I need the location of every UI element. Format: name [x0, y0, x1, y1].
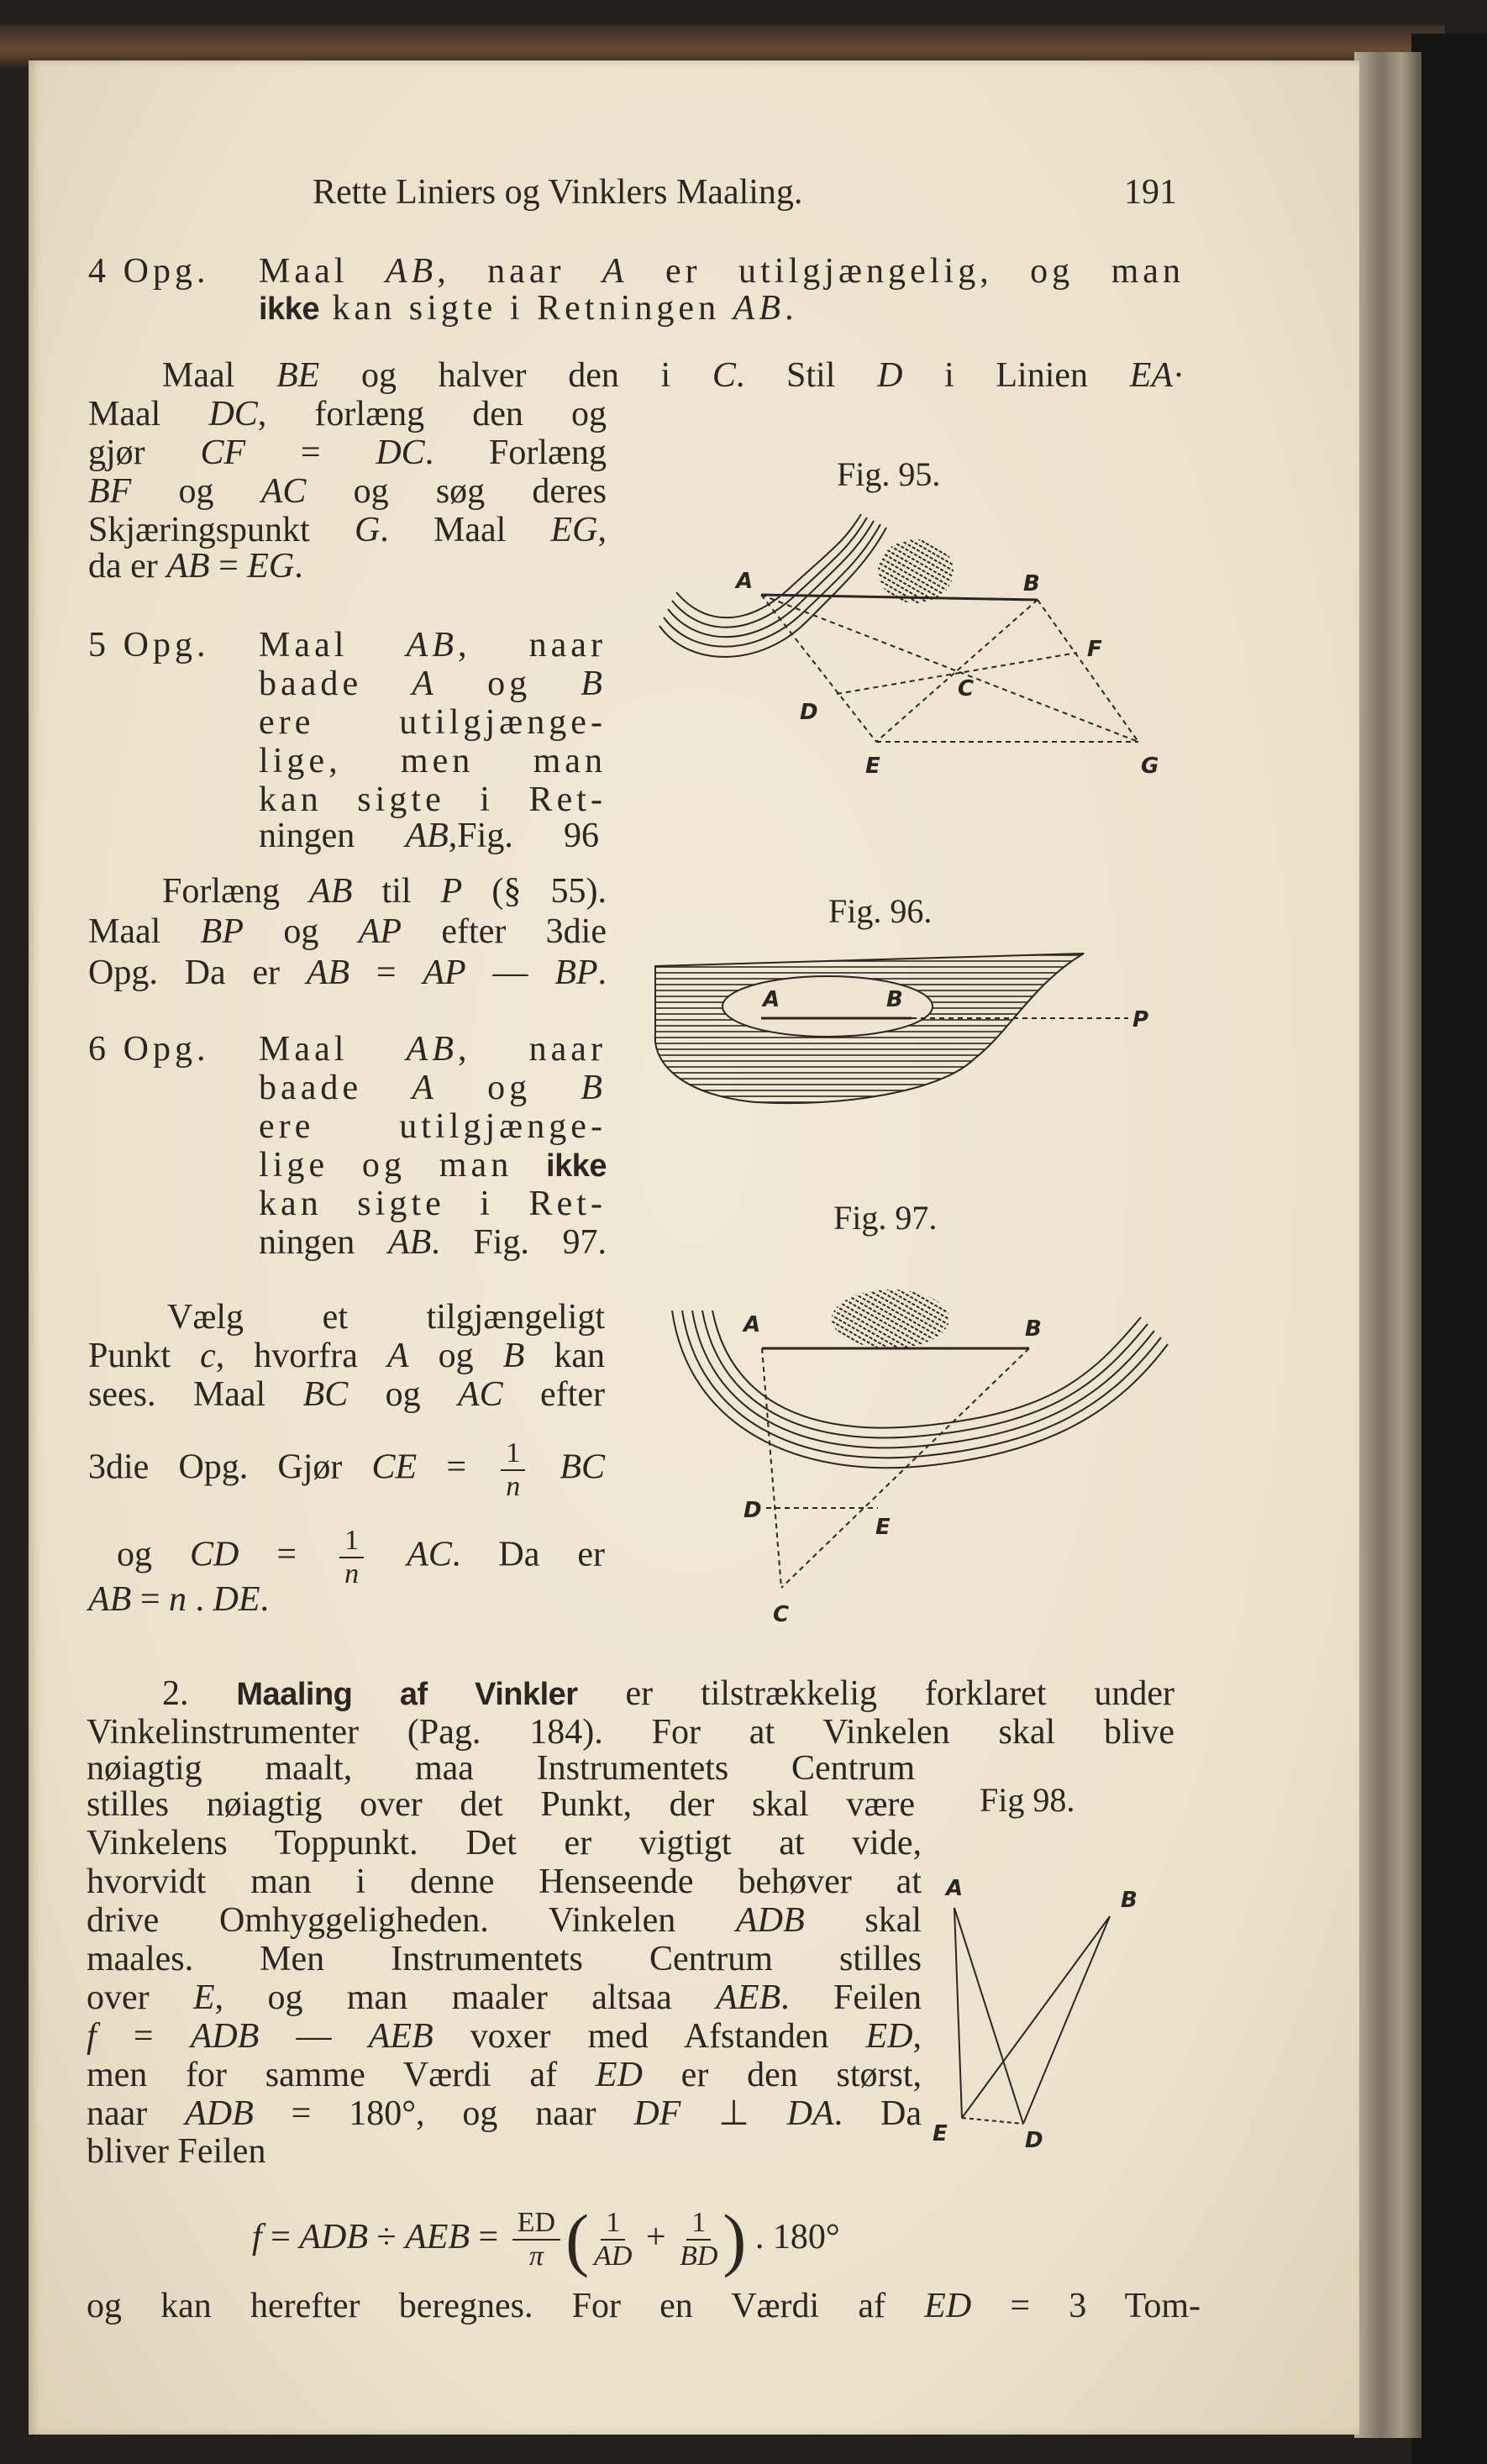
text-run: Vælg et tilgjængeligt: [167, 1298, 605, 1337]
text-run: da er: [88, 547, 167, 586]
text-run: ·: [1173, 356, 1185, 395]
numerator: 1: [339, 1525, 364, 1558]
text-run: men for samme Værdi af: [87, 2056, 596, 2094]
text-run: hvorvidt man i denne Henseende behøver at: [87, 1862, 922, 1901]
text-run: . 180°: [746, 2218, 840, 2256]
math-variable: BF: [88, 472, 132, 511]
math-variable: EG: [550, 511, 598, 549]
point-label: B: [886, 987, 903, 1012]
parenthesis: (: [565, 2200, 590, 2279]
figure-95-diagram: [659, 514, 1138, 742]
text-run: +: [637, 2218, 675, 2256]
text-run: og: [117, 1535, 191, 1574]
text-run: ningen: [259, 817, 406, 855]
denominator: n: [506, 1471, 521, 1502]
math-variable: AC: [458, 1375, 503, 1414]
math-variable: CE: [371, 1447, 418, 1487]
text-run: .: [260, 1580, 269, 1619]
math-variable: AB: [387, 1223, 432, 1262]
text-run: og: [131, 472, 261, 511]
math-variable: AEB: [405, 2218, 470, 2256]
text-run: Vinkelens Toppunkt. Det er vigtigt at vide,: [87, 1824, 922, 1862]
text-run: ,: [597, 511, 607, 549]
text-run: er tilstrækkelig forklaret under: [577, 1674, 1175, 1713]
text-run: =: [245, 433, 376, 472]
text-run: . Da er: [451, 1535, 606, 1574]
river-drawing: [659, 514, 886, 657]
text-run: naar: [87, 2094, 186, 2133]
text-run: , og man maaler altsaa: [214, 1978, 717, 2017]
text-run: Maal: [88, 912, 201, 951]
text-run: Skjæringspunkt: [88, 511, 355, 549]
math-variable: A: [412, 1069, 438, 1107]
math-variable: D: [877, 356, 903, 395]
math-variable: AB: [166, 547, 210, 586]
text-run: —: [465, 954, 555, 992]
text-run: til: [352, 872, 441, 911]
point-label: D: [800, 700, 818, 725]
math-variable: DC: [208, 395, 258, 433]
text-run: . Stil: [735, 356, 878, 395]
text-run: Maal: [162, 356, 276, 395]
math-variable: ED: [865, 2017, 913, 2056]
math-variable: DC: [376, 433, 425, 472]
math-variable: ED: [595, 2056, 643, 2094]
point-label: B: [1121, 1888, 1138, 1913]
math-variable: AEB: [716, 1978, 781, 2017]
math-variable: ADB: [185, 2094, 254, 2133]
text-run: og kan herefter beregnes. For en Værdi af: [87, 2287, 925, 2325]
numerator: 1: [686, 2207, 711, 2241]
text-run: =: [239, 1535, 335, 1574]
text-run: Maal: [88, 395, 209, 433]
text-run: i Linien: [902, 356, 1130, 395]
text-run: ÷: [368, 2218, 406, 2256]
point-label: D: [744, 1498, 762, 1523]
text-run: = 180°, og naar: [253, 2094, 634, 2133]
math-variable: ADB: [735, 1901, 805, 1940]
math-variable: AEB: [368, 2017, 433, 2056]
text-run: kan: [524, 1337, 605, 1375]
text-run: kan sigte i Ret-: [259, 1185, 607, 1223]
text-run: , hvorfra: [215, 1337, 387, 1375]
math-variable: AB: [306, 954, 350, 992]
text-run: . Fig. 97.: [431, 1223, 607, 1262]
exercise-label: 4 Opg.: [88, 252, 210, 291]
bold-term: ikke: [259, 292, 319, 327]
point-label: B: [1023, 571, 1040, 596]
math-variable: AB: [733, 289, 786, 328]
text-run: Maal: [259, 626, 407, 665]
point-label: E: [865, 754, 880, 779]
text-run: bliver Feilen: [87, 2132, 266, 2171]
point-label: A: [946, 1876, 964, 1901]
text-run: er den størst,: [642, 2056, 922, 2094]
math-variable: A: [386, 1337, 409, 1375]
text-run: .: [187, 1580, 213, 1619]
math-variable: DA: [786, 2094, 834, 2133]
text-run: og: [243, 912, 359, 951]
math-variable: BC: [560, 1447, 605, 1487]
math-variable: AB: [406, 626, 458, 665]
text-run: Vinkelinstrumenter (Pag. 184). For at Vinkelen skal blive: [87, 1713, 1174, 1752]
math-variable: AP: [358, 912, 402, 951]
text-run: Maal: [259, 252, 386, 291]
text-run: gjør: [88, 433, 201, 472]
point-label: G: [1141, 754, 1159, 779]
text-run: ere utilgjænge-: [259, 703, 607, 742]
text-run: baade: [259, 1069, 412, 1107]
exercise-label: 6 Opg.: [88, 1030, 210, 1069]
math-variable: c: [200, 1337, 216, 1375]
text-run: efter: [502, 1375, 605, 1414]
text-run: —: [259, 2017, 369, 2056]
math-variable: ADB: [299, 2218, 369, 2256]
text-run: ,: [912, 2017, 922, 2056]
text-run: Opg. Da er: [88, 954, 307, 992]
text-run: .: [597, 954, 607, 992]
math-variable: CF: [200, 433, 246, 472]
math-variable: EA: [1129, 356, 1174, 395]
text-run: , naar: [457, 626, 607, 665]
math-variable: AC: [260, 472, 307, 511]
figure-caption: Fig 98.: [980, 1781, 1075, 1819]
text-run: ere utilgjænge-: [259, 1107, 607, 1146]
text-run: =: [261, 2218, 300, 2256]
text-run: og: [348, 1375, 458, 1414]
math-variable: BC: [302, 1375, 349, 1414]
math-variable: BE: [276, 356, 320, 395]
math-variable: AB: [406, 1030, 458, 1069]
text-run: .: [785, 289, 798, 328]
numerator: 1: [501, 1437, 525, 1471]
numerator: ED: [512, 2207, 560, 2241]
bold-term: Maaling af Vinkler: [236, 1677, 578, 1712]
text-run: , forlæng den og: [257, 395, 607, 433]
text-run: =: [349, 954, 423, 992]
math-variable: ED: [924, 2287, 972, 2325]
point-label: D: [1025, 2128, 1043, 2153]
text-run: nøiagtig maalt, maa Instrumentets Centrum: [87, 1749, 915, 1788]
text-run: =: [470, 2218, 507, 2256]
math-variable: P: [440, 872, 463, 911]
text-run: , naar: [457, 1030, 607, 1069]
point-label: C: [773, 1602, 790, 1627]
point-label: P: [1132, 1007, 1149, 1032]
text-run: baade: [259, 665, 412, 703]
math-variable: AC: [407, 1535, 452, 1574]
point-label: F: [1087, 637, 1102, 662]
text-run: 2.: [162, 1674, 237, 1713]
text-run: og: [437, 1069, 581, 1107]
math-variable: AB: [88, 1580, 132, 1619]
text-run: = 3 Tom-: [971, 2287, 1201, 2325]
text-run: lige og man: [259, 1146, 547, 1185]
text-run: . Forlæng: [424, 433, 607, 472]
text-run: Punkt: [88, 1337, 201, 1375]
figure-caption: Fig. 97.: [833, 1199, 938, 1237]
denominator: AD: [594, 2241, 633, 2272]
text-run: =: [417, 1447, 497, 1487]
math-variable: B: [581, 1069, 607, 1107]
math-variable: DE: [213, 1580, 260, 1619]
text-run: og søg deres: [306, 472, 607, 511]
text-run: ,Fig. 96: [448, 817, 599, 855]
text-run: og halver den i: [319, 356, 712, 395]
math-variable: AB: [309, 872, 353, 911]
text-run: og: [437, 665, 581, 703]
text-run: , naar: [437, 252, 602, 291]
denominator: n: [344, 1558, 360, 1589]
figure-98-diagram: [954, 1908, 1110, 2124]
text-run: er utilgjængelig, og man: [628, 252, 1185, 291]
math-variable: AB: [385, 252, 438, 291]
math-variable: B: [502, 1337, 525, 1375]
parenthesis: ): [722, 2200, 747, 2279]
math-variable: ADB: [190, 2017, 260, 2056]
point-label: B: [1025, 1316, 1042, 1342]
text-run: . Feilen: [780, 1978, 922, 2017]
math-variable: DF: [633, 2094, 681, 2133]
text-run: .: [294, 547, 303, 586]
text-run: kan sigte i Ret-: [259, 780, 607, 819]
math-variable: f: [87, 2017, 97, 2056]
point-label: A: [736, 569, 754, 594]
math-variable: BP: [554, 954, 598, 992]
math-variable: n: [169, 1580, 187, 1619]
math-variable: G: [354, 511, 381, 549]
math-variable: EG: [247, 547, 295, 586]
text-run: 3die Opg. Gjør: [88, 1447, 372, 1487]
denominator: π: [528, 2241, 544, 2272]
bold-term: ikke: [546, 1148, 607, 1184]
text-run: (§ 55).: [462, 872, 607, 911]
math-variable: A: [412, 665, 438, 703]
math-variable: f: [252, 2218, 262, 2256]
point-label: E: [933, 2121, 948, 2146]
math-variable: CD: [190, 1535, 239, 1574]
text-run: . Maal: [380, 511, 551, 549]
bush-drawing: [832, 1290, 949, 1348]
text-run: maales. Men Instrumentets Centrum stilles: [87, 1940, 922, 1978]
math-variable: AB: [405, 817, 449, 855]
text-run: ⊥: [680, 2094, 787, 2133]
numerator: 1: [601, 2207, 625, 2241]
text-run: drive Omhyggeligheden. Vinkelen: [87, 1901, 736, 1940]
point-label: E: [875, 1515, 891, 1540]
text-run: Maal: [259, 1030, 407, 1069]
math-variable: AP: [423, 954, 466, 992]
text-run: voxer med Afstanden: [433, 2017, 866, 2056]
text-run: . Da: [833, 2094, 922, 2133]
text-run: stilles nøiagtig over det Punkt, der skal være: [87, 1785, 915, 1824]
text-run: Forlæng: [162, 872, 310, 911]
point-label: A: [744, 1312, 761, 1337]
exercise-label: 5 Opg.: [88, 626, 210, 665]
text-run: kan sigte i Retningen: [318, 289, 733, 328]
math-variable: A: [602, 252, 628, 291]
figure-caption: Fig. 96.: [828, 892, 933, 930]
text-run: lige, men man: [259, 742, 607, 780]
page-number: 191: [1124, 173, 1177, 212]
text-run: over: [87, 1978, 193, 2017]
denominator: BD: [680, 2241, 718, 2272]
text-run: efter 3die: [402, 912, 607, 951]
math-variable: B: [581, 665, 607, 703]
point-label: A: [763, 987, 780, 1012]
math-variable: C: [712, 356, 736, 395]
text-run: =: [209, 547, 248, 586]
figure-caption: Fig. 95.: [837, 455, 941, 493]
figure-96-diagram: [655, 954, 1128, 1103]
math-variable: E: [193, 1978, 215, 2017]
text-run: =: [131, 1580, 169, 1619]
bush-drawing: [878, 539, 954, 603]
math-variable: BP: [200, 912, 244, 951]
text-run: skal: [804, 1901, 922, 1940]
text-run: ningen: [259, 1223, 388, 1262]
text-run: og: [408, 1337, 503, 1375]
point-label: C: [958, 676, 975, 701]
text-run: =: [96, 2017, 191, 2056]
text-run: sees. Maal: [88, 1375, 303, 1414]
running-title: Rette Liniers og Vinklers Maaling.: [313, 173, 803, 212]
